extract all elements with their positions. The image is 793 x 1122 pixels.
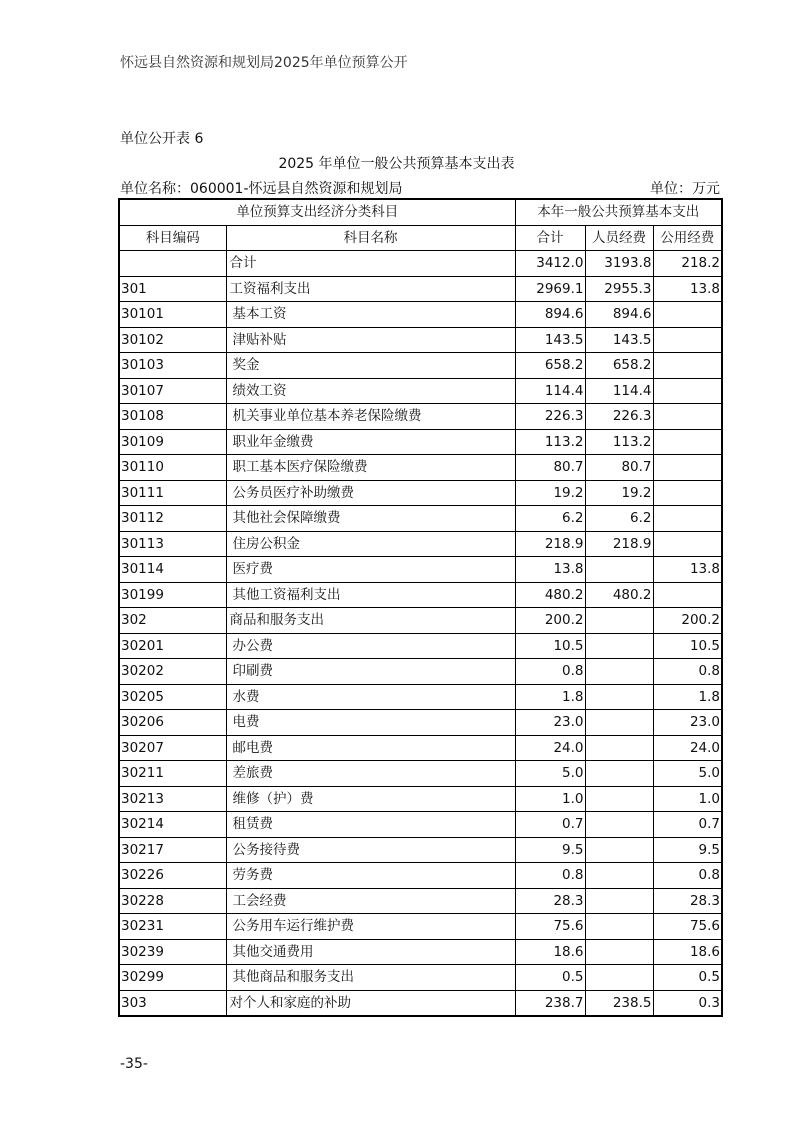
cell-code: 30239 [119, 939, 226, 965]
cell-personnel: 19.2 [585, 480, 653, 506]
cell-public: 13.8 [653, 276, 722, 302]
cell-code: 30102 [119, 327, 226, 353]
cell-name: 水费 [226, 684, 515, 710]
cell-name: 绩效工资 [226, 378, 515, 404]
cell-code: 30112 [119, 506, 226, 532]
cell-personnel [585, 888, 653, 914]
cell-personnel [585, 914, 653, 940]
cell-total: 80.7 [515, 455, 585, 481]
cell-public: 1.8 [653, 684, 722, 710]
table-row [119, 251, 722, 277]
cell-total: 5.0 [515, 761, 585, 787]
cell-code: 30109 [119, 429, 226, 455]
cell-total: 10.5 [515, 633, 585, 659]
cell-personnel: 480.2 [585, 582, 653, 608]
cell-name: 职工基本医疗保险缴费 [226, 455, 515, 481]
cell-personnel: 238.5 [585, 990, 653, 1016]
cell-name: 机关事业单位基本养老保险缴费 [226, 404, 515, 430]
table-row [119, 990, 722, 1016]
table-row [119, 353, 722, 379]
table-title: 2025 年单位一般公共预算基本支出表 [278, 156, 515, 172]
cell-code: 30107 [119, 378, 226, 404]
cell-name: 津贴补贴 [226, 327, 515, 353]
header-group-right: 本年一般公共预算基本支出 [515, 199, 722, 225]
cell-name: 其他社会保障缴费 [226, 506, 515, 532]
cell-personnel [585, 863, 653, 889]
cell-code: 30113 [119, 531, 226, 557]
table-row [119, 837, 722, 863]
cell-name: 对个人和家庭的补助 [226, 990, 515, 1016]
cell-personnel [585, 633, 653, 659]
cell-name: 租赁费 [226, 812, 515, 838]
header-total: 合计 [515, 225, 585, 251]
currency-unit: 单位：万元 [650, 181, 720, 197]
cell-public [653, 353, 722, 379]
cell-total: 6.2 [515, 506, 585, 532]
cell-public: 0.8 [653, 863, 722, 889]
cell-personnel: 658.2 [585, 353, 653, 379]
cell-name: 合计 [226, 251, 515, 277]
cell-personnel [585, 710, 653, 736]
cell-name: 医疗费 [226, 557, 515, 583]
cell-total: 13.8 [515, 557, 585, 583]
cell-total: 1.0 [515, 786, 585, 812]
cell-public [653, 404, 722, 430]
cell-code: 30199 [119, 582, 226, 608]
cell-name: 商品和服务支出 [226, 608, 515, 634]
cell-total: 226.3 [515, 404, 585, 430]
cell-code: 30207 [119, 735, 226, 761]
cell-code: 302 [119, 608, 226, 634]
table-row [119, 506, 722, 532]
header-public: 公用经费 [653, 225, 722, 251]
cell-public [653, 327, 722, 353]
cell-code: 30101 [119, 302, 226, 328]
cell-public [653, 582, 722, 608]
running-header: 怀远县自然资源和规划局2025年单位预算公开 [120, 55, 408, 71]
cell-code: 30211 [119, 761, 226, 787]
cell-code: 30205 [119, 684, 226, 710]
table-row [119, 965, 722, 991]
cell-personnel [585, 557, 653, 583]
cell-public: 28.3 [653, 888, 722, 914]
cell-public: 13.8 [653, 557, 722, 583]
cell-public: 218.2 [653, 251, 722, 277]
cell-name: 办公费 [226, 633, 515, 659]
cell-total: 0.7 [515, 812, 585, 838]
cell-total: 18.6 [515, 939, 585, 965]
cell-public: 0.7 [653, 812, 722, 838]
cell-personnel: 218.9 [585, 531, 653, 557]
cell-code: 30217 [119, 837, 226, 863]
cell-code: 30214 [119, 812, 226, 838]
cell-public [653, 302, 722, 328]
cell-code: 30201 [119, 633, 226, 659]
cell-public: 75.6 [653, 914, 722, 940]
cell-public: 0.3 [653, 990, 722, 1016]
cell-personnel: 6.2 [585, 506, 653, 532]
cell-total: 114.4 [515, 378, 585, 404]
cell-code: 30111 [119, 480, 226, 506]
cell-total: 9.5 [515, 837, 585, 863]
cell-public [653, 506, 722, 532]
cell-name: 差旅费 [226, 761, 515, 787]
cell-name: 电费 [226, 710, 515, 736]
cell-name: 奖金 [226, 353, 515, 379]
page-number: -35- [120, 1056, 148, 1072]
table-row [119, 761, 722, 787]
cell-personnel [585, 786, 653, 812]
cell-total: 0.5 [515, 965, 585, 991]
header-group-left: 单位预算支出经济分类科目 [119, 199, 515, 225]
table-row [119, 659, 722, 685]
table-row [119, 404, 722, 430]
cell-total: 658.2 [515, 353, 585, 379]
cell-code: 30202 [119, 659, 226, 685]
header-personnel: 人员经费 [585, 225, 653, 251]
cell-personnel: 113.2 [585, 429, 653, 455]
cell-name: 劳务费 [226, 863, 515, 889]
cell-total: 0.8 [515, 863, 585, 889]
cell-code: 30228 [119, 888, 226, 914]
cell-name: 公务接待费 [226, 837, 515, 863]
cell-total: 28.3 [515, 888, 585, 914]
cell-total: 218.9 [515, 531, 585, 557]
cell-public: 1.0 [653, 786, 722, 812]
table-row [119, 327, 722, 353]
cell-code: 30114 [119, 557, 226, 583]
cell-public: 200.2 [653, 608, 722, 634]
table-row [119, 786, 722, 812]
table-row [119, 914, 722, 940]
table-number: 单位公开表 6 [120, 131, 204, 147]
cell-public: 18.6 [653, 939, 722, 965]
cell-code: 30108 [119, 404, 226, 430]
cell-name: 印刷费 [226, 659, 515, 685]
unit-name: 单位名称：060001-怀远县自然资源和规划局 [120, 181, 403, 197]
cell-name: 公务用车运行维护费 [226, 914, 515, 940]
cell-name: 其他商品和服务支出 [226, 965, 515, 991]
table-body [119, 251, 722, 1017]
cell-personnel: 226.3 [585, 404, 653, 430]
cell-total: 894.6 [515, 302, 585, 328]
cell-code: 30299 [119, 965, 226, 991]
header-name: 科目名称 [226, 225, 515, 251]
cell-name: 邮电费 [226, 735, 515, 761]
cell-personnel: 2955.3 [585, 276, 653, 302]
cell-public: 0.8 [653, 659, 722, 685]
table-row [119, 378, 722, 404]
table-row [119, 582, 722, 608]
cell-personnel [585, 761, 653, 787]
table-row [119, 939, 722, 965]
table-row [119, 888, 722, 914]
cell-name: 工资福利支出 [226, 276, 515, 302]
table-row [119, 710, 722, 736]
cell-public: 10.5 [653, 633, 722, 659]
cell-name: 维修（护）费 [226, 786, 515, 812]
cell-personnel: 143.5 [585, 327, 653, 353]
cell-personnel: 114.4 [585, 378, 653, 404]
cell-public: 5.0 [653, 761, 722, 787]
cell-public [653, 429, 722, 455]
cell-name: 公务员医疗补助缴费 [226, 480, 515, 506]
cell-name: 工会经费 [226, 888, 515, 914]
cell-total: 200.2 [515, 608, 585, 634]
table-row [119, 429, 722, 455]
table-row [119, 863, 722, 889]
cell-personnel: 3193.8 [585, 251, 653, 277]
table-row [119, 557, 722, 583]
cell-name: 职业年金缴费 [226, 429, 515, 455]
cell-code [119, 251, 226, 277]
cell-total: 0.8 [515, 659, 585, 685]
cell-public: 23.0 [653, 710, 722, 736]
cell-name: 其他工资福利支出 [226, 582, 515, 608]
cell-public [653, 531, 722, 557]
cell-total: 480.2 [515, 582, 585, 608]
table-row [119, 531, 722, 557]
cell-personnel [585, 812, 653, 838]
table-header-group-row [119, 199, 722, 225]
cell-personnel: 80.7 [585, 455, 653, 481]
table-row [119, 455, 722, 481]
cell-code: 30206 [119, 710, 226, 736]
cell-code: 30226 [119, 863, 226, 889]
cell-personnel [585, 965, 653, 991]
table-row [119, 276, 722, 302]
cell-personnel [585, 837, 653, 863]
cell-total: 19.2 [515, 480, 585, 506]
cell-total: 238.7 [515, 990, 585, 1016]
table-row [119, 608, 722, 634]
cell-personnel [585, 608, 653, 634]
cell-total: 24.0 [515, 735, 585, 761]
cell-name: 基本工资 [226, 302, 515, 328]
cell-personnel: 894.6 [585, 302, 653, 328]
cell-public [653, 378, 722, 404]
cell-total: 1.8 [515, 684, 585, 710]
table-row [119, 812, 722, 838]
cell-total: 113.2 [515, 429, 585, 455]
cell-public [653, 455, 722, 481]
cell-total: 75.6 [515, 914, 585, 940]
cell-name: 其他交通费用 [226, 939, 515, 965]
table-row [119, 302, 722, 328]
cell-name: 住房公积金 [226, 531, 515, 557]
cell-code: 30103 [119, 353, 226, 379]
header-code: 科目编码 [119, 225, 226, 251]
cell-personnel [585, 939, 653, 965]
budget-table [118, 198, 723, 1017]
table-row [119, 633, 722, 659]
cell-total: 143.5 [515, 327, 585, 353]
cell-personnel [585, 684, 653, 710]
table-row [119, 480, 722, 506]
table-row [119, 684, 722, 710]
cell-public: 24.0 [653, 735, 722, 761]
cell-public [653, 480, 722, 506]
cell-total: 3412.0 [515, 251, 585, 277]
cell-total: 2969.1 [515, 276, 585, 302]
cell-personnel [585, 659, 653, 685]
cell-code: 303 [119, 990, 226, 1016]
cell-code: 301 [119, 276, 226, 302]
table-header-row [119, 225, 722, 251]
table-row [119, 735, 722, 761]
cell-total: 23.0 [515, 710, 585, 736]
cell-code: 30213 [119, 786, 226, 812]
unit-info-row [120, 178, 720, 198]
cell-public: 9.5 [653, 837, 722, 863]
cell-code: 30110 [119, 455, 226, 481]
cell-personnel [585, 735, 653, 761]
cell-public: 0.5 [653, 965, 722, 991]
cell-code: 30231 [119, 914, 226, 940]
